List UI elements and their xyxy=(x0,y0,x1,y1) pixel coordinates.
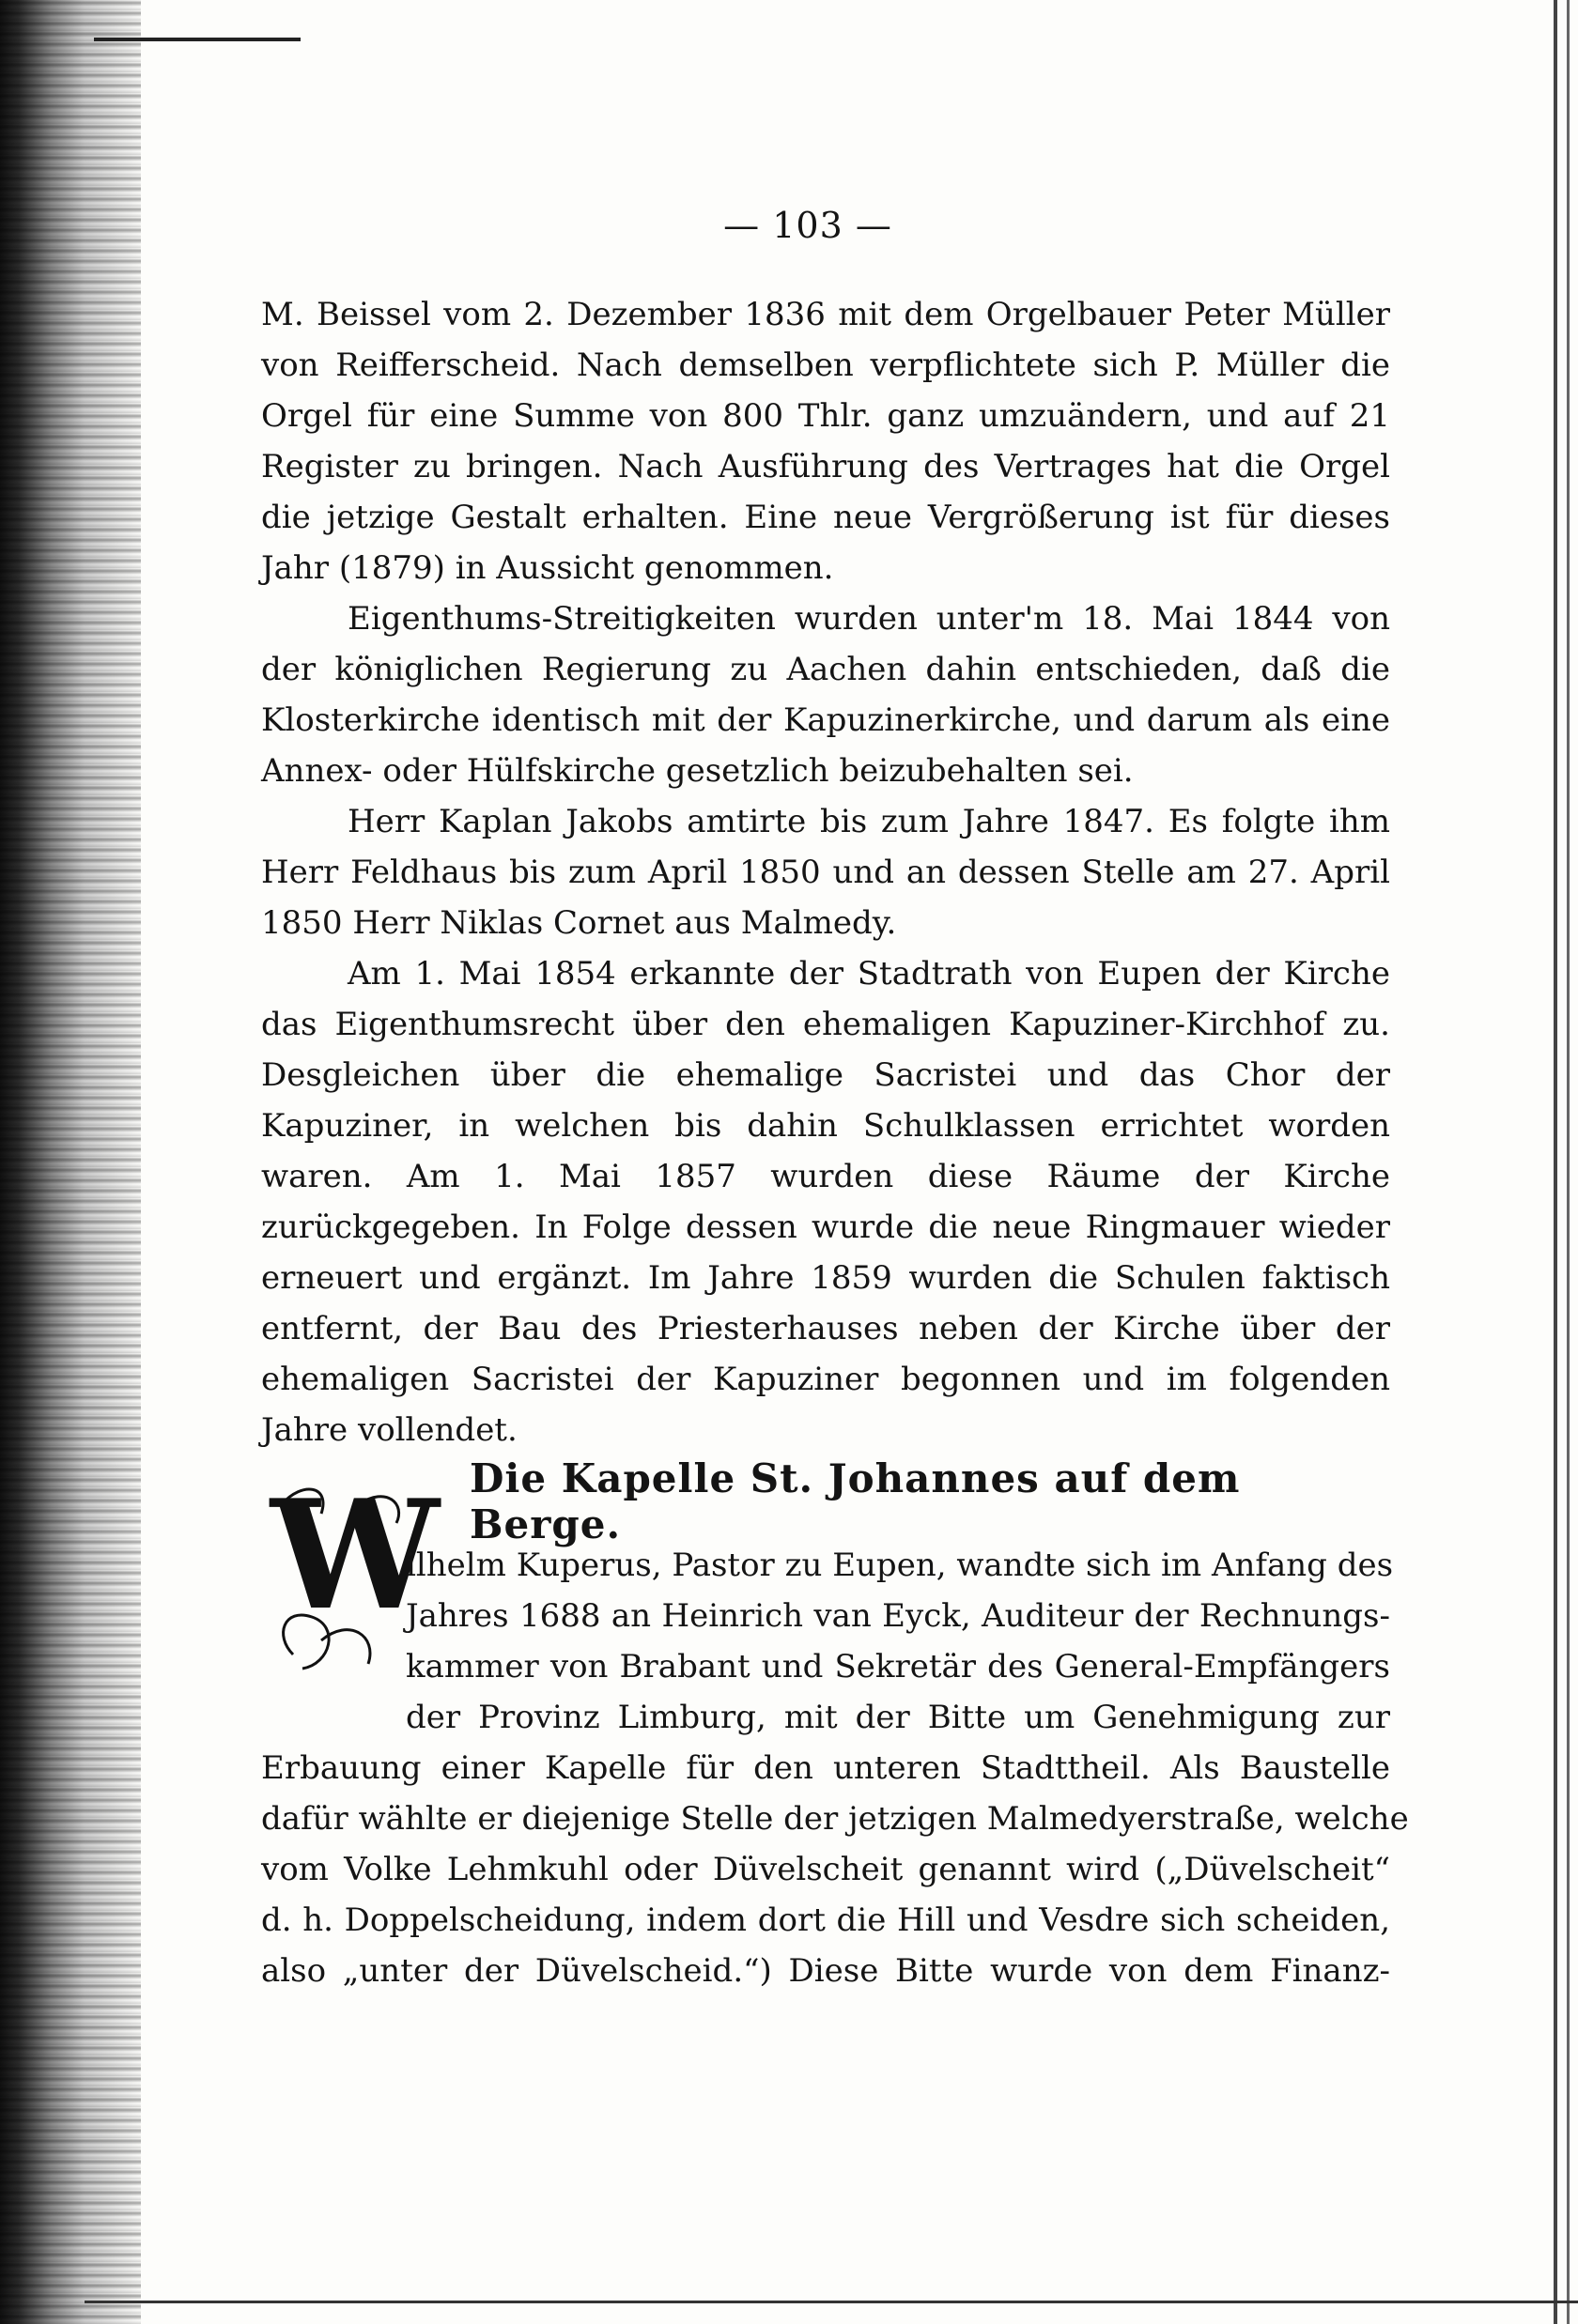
section-line: Jahres 1688 an Heinrich van Eyck, Auditeur der Rechnungs- xyxy=(406,1597,1390,1635)
ornamental-drop-cap xyxy=(265,1467,440,1683)
right-page-edge-outer xyxy=(1567,0,1570,2324)
section-line: kammer von Brabant und Sekretär des General-Empfängers xyxy=(406,1648,1390,1685)
section-line: der Provinz Limburg, mit der Bitte um Genehmigung zur xyxy=(406,1699,1390,1736)
paragraph-property-dispute: Eigenthums-Streitigkeiten wurden unter'm 18. Mai 1844 von der königlichen Regierung zu Aachen dahin entschieden, daß die Klosterkirche identisch mit der Kapuzinerkirche, und darum als eine Annex- oder Hülfskirche gesetzlich beizubehalten sei. xyxy=(261,600,1390,790)
bottom-edge-line xyxy=(85,2301,1578,2303)
right-page-edge xyxy=(1554,0,1557,2324)
section-line: vom Volke Lehmkuhl oder Düvelscheit genannt wird („Düvelscheit“ xyxy=(261,1851,1390,1888)
section-line: d. h. Doppelscheidung, indem dort die Hill und Vesdre sich scheiden, xyxy=(261,1901,1390,1939)
page-number: — 103 — xyxy=(723,205,892,246)
section-line: Erbauung einer Kapelle für den unteren Stadttheil. Als Baustelle xyxy=(261,1749,1390,1787)
section-heading: Die Kapelle St. Johannes auf dem Berge. xyxy=(470,1455,1241,1547)
paragraph-chaplains: Herr Kaplan Jakobs amtirte bis zum Jahre 1847. Es folgte ihm Herr Feldhaus bis zum April 1850 und an dessen Stelle am 27. April 1850 Herr Niklas Cornet aus Malmedy. xyxy=(261,803,1390,942)
section-line: dafür wählte er diejenige Stelle der jetzigen Malmedyerstraße, welche xyxy=(261,1800,1409,1838)
paragraph-organ: M. Beissel vom 2. Dezember 1836 mit dem Orgelbauer Peter Müller von Reifferscheid. Nach demselben verpflichtete sich P. Müller die Orgel für eine Summe von 800 Thlr. ganz umzuändern, und auf 21 Register zu bringen. Nach Ausführung des Vertrages hat die Orgel die jetzige Gestalt erhalten. Eine neue Vergrößerung ist für dieses Jahr (1879) in Aussicht genommen. xyxy=(261,296,1390,587)
section-line: also „unter der Düvelscheid.“) Diese Bitte wurde von dem Finanz- xyxy=(261,1952,1390,1990)
paragraph-city-council: Am 1. Mai 1854 erkannte der Stadtrath von Eupen der Kirche das Eigenthumsrecht über den ehemaligen Kapuziner-Kirchhof zu. Desgleichen über die ehemalige Sacristei und das Chor der Kapuziner, in welchen bis dahin Schulklassen errichtet worden waren. Am 1. Mai 1857 wurden diese Räume der Kirche zurückgegeben. In Folge dessen wurde die neue Ringmauer wieder erneuert und ergänzt. Im Jahre 1859 wurden die Schulen faktisch entfernt, der Bau des Priesterhauses neben der Kirche über der ehemaligen Sacristei der Kapuziner begonnen und im folgenden Jahre vollendet. xyxy=(261,955,1390,1449)
section-first-lines xyxy=(406,1540,1394,1743)
top-edge-line xyxy=(94,38,301,41)
book-binding-edge xyxy=(0,0,141,2324)
drop-cap-letter: W xyxy=(271,1467,440,1643)
section-line: ilhelm Kuperus, Pastor zu Eupen, wandte sich im Anfang des xyxy=(406,1547,1394,1584)
section-remaining-lines xyxy=(261,1743,1409,1996)
